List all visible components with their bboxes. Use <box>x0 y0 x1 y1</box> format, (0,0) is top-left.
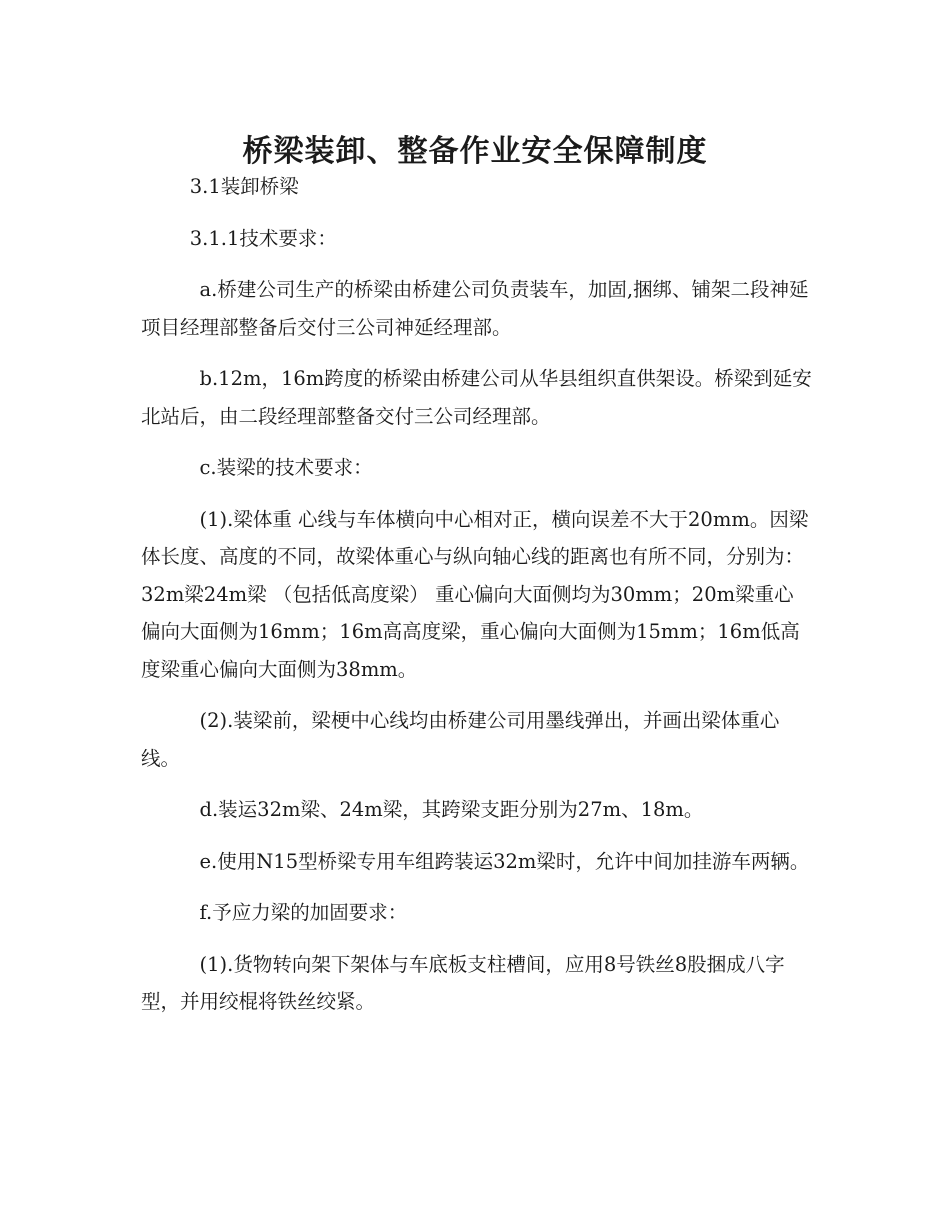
paragraph-c-2: (2).装梁前，梁梗中心线均由桥建公司用墨线弹出，并画出梁体重心线。 <box>141 709 780 770</box>
document-title: 桥梁装卸、整备作业安全保障制度 <box>242 134 708 170</box>
paragraph-f-1: (1).货物转向架下架体与车底板支柱槽间，应用8号铁丝8股捆成八字型，并用绞棍将铁丝绞紧。 <box>141 952 785 1013</box>
paragraph-a: a.桥建公司生产的桥梁由桥建公司负责装车，加固,捆绑、铺架二段神延项目经理部整备后交付三公司神延经理部。 <box>141 278 809 339</box>
paragraph-f: f.予应力梁的加固要求： <box>199 901 408 924</box>
paragraph-c-1: (1).梁体重 心线与车体横向中心相对正，横向误差不大于20mm。因梁体长度、高度的不同，故梁体重心与纵向轴心线的距离也有所不同，分别为：32m梁24m梁 （包括低高度梁） 重心偏向大面侧均为30mm；20m梁重心偏向大面侧为16mm；16m高高度梁，重心偏向大面侧为15mm；16m低高度梁重心偏向大面侧为38mm。 <box>141 507 809 681</box>
paragraph-e: e.使用N15型桥梁专用车组跨装运32m梁时，允许中间加挂游车两辆。 <box>199 849 810 873</box>
document-body <box>141 168 813 1035</box>
paragraph-c: c.装梁的技术要求： <box>199 456 373 479</box>
paragraph-d: d.装运32m梁、24m梁，其跨梁支距分别为27m、18m。 <box>199 798 704 821</box>
section-heading: 3.1装卸桥梁 <box>189 175 299 198</box>
paragraph-b: b.12m，16m跨度的桥梁由桥建公司从华县组织直供架设。桥梁到延安北站后，由二段经理部整备交付三公司经理部。 <box>141 367 812 428</box>
subsection-heading: 3.1.1技术要求： <box>189 226 337 250</box>
